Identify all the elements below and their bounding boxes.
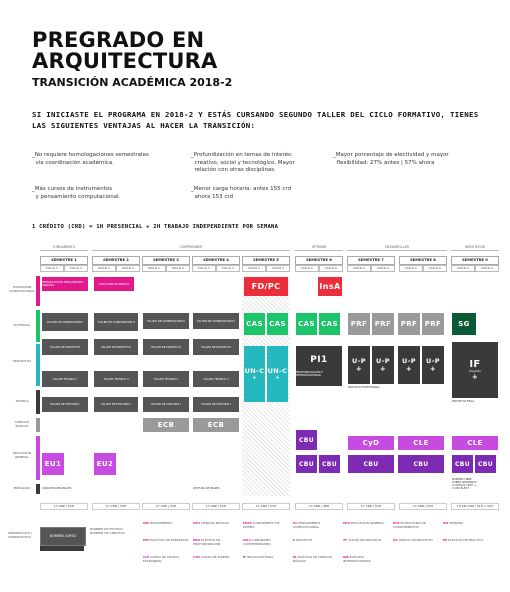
ciclo-cell: CICLO 1 [347, 265, 371, 272]
course-code: CBU [477, 460, 494, 468]
legend-item [243, 522, 291, 530]
course-box-cbu[interactable] [296, 430, 317, 450]
legend-item-code: EXP [143, 538, 150, 542]
course-box-unc[interactable] [244, 346, 265, 402]
legend-title [8, 531, 38, 539]
course-code: PRF [350, 320, 368, 328]
course-code: CBU [298, 436, 315, 444]
ciclo-cell: CICLO 1 [451, 265, 475, 272]
legend-item-label: UNIDAD DE PROYECTO [398, 538, 433, 542]
course-box-cbu[interactable] [348, 455, 394, 473]
ciclo-cell: CICLO 2 [371, 265, 395, 272]
legend-item-code: IF [243, 555, 247, 559]
legend-item-label: ELECTIVA DE CIENCIAS BÁSICAS [293, 555, 333, 563]
ciclo-cell: CICLO 2 [64, 265, 88, 272]
page-subtitle: TRANSICIÓN ACADÉMICA 2018-2 [32, 76, 233, 89]
course-label: TALLER DE COMPOSICIÓN II [97, 319, 135, 324]
legend-item-label: INTERNA [449, 521, 463, 525]
legend-course-bar [40, 546, 84, 551]
legend-item-label: ESTRUCTURA DE CONOCIMIENTOS [393, 521, 426, 529]
course-box-tecnico[interactable] [143, 371, 189, 387]
category-bar-teal [36, 344, 40, 386]
course-box-ecb[interactable] [143, 418, 189, 432]
group-header: COMPRENDER [92, 244, 290, 251]
semester-total: 17 CRD | 54H [92, 503, 140, 510]
ciclo-cell: CICLO 1 [142, 265, 166, 272]
course-box-tecnico[interactable] [193, 371, 239, 387]
semester-total: 17 CRD | 51H [40, 503, 88, 510]
legend-item-label: CIENCIAS BÁSICAS [200, 521, 229, 525]
legend-item [143, 556, 191, 564]
semester-total: 17 CRD | 51H [142, 503, 190, 510]
page-title [32, 30, 217, 72]
legend-item [293, 556, 341, 564]
legend-item [343, 539, 391, 543]
legend-item-code: PRO [193, 538, 201, 542]
course-box-taller-2[interactable] [94, 313, 138, 331]
course-code: CyD [362, 439, 380, 447]
course-code: CBU [298, 460, 315, 468]
legend-hint-credits: NÚMERO DE CRÉDITOS [90, 530, 125, 535]
ciclo-cell: CICLO 1 [242, 265, 266, 272]
course-code: CLE [413, 439, 429, 447]
course-box-up[interactable] [398, 346, 420, 384]
course-code: UN-C [267, 367, 288, 375]
advantage-1: _No requiere homologaciones semestrales vía coordinación académica. [32, 152, 149, 166]
course-code: EU2 [96, 460, 114, 468]
course-box-prf[interactable] [422, 313, 444, 335]
course-credits: + [405, 365, 413, 373]
group-header: IDENTIFICAR [451, 244, 499, 251]
course-code: UN-C [244, 367, 265, 375]
legend-item-code: CLE [143, 555, 150, 559]
ciclo-cell: CICLO 1 [399, 265, 423, 272]
semester-total: 17(18) CRD | 51H + 51H [451, 503, 499, 510]
legend-item [393, 539, 441, 543]
legend-item [293, 539, 341, 543]
course-label: TALLER DE PROYECTO [101, 344, 131, 349]
row-label: EDUCACIÓN GENERAL [12, 451, 32, 459]
course-box-cle[interactable] [452, 436, 498, 450]
ciclo-cell: CICLO 2 [116, 265, 140, 272]
legend-hint [90, 528, 130, 536]
course-code: InsA [319, 282, 341, 291]
legend-item [443, 539, 491, 543]
legend-label: PREREQUISITO | CORREQUISITO [8, 531, 33, 539]
course-box-fdpc[interactable] [244, 277, 288, 296]
course-code: IF [469, 359, 481, 370]
course-code: PRF [400, 320, 418, 328]
course-label: TALLER DE PROYECTO [50, 344, 80, 349]
intro-text: SI INICIASTE EL PROGRAMA EN 2018-2 Y ESTÁS CURSANDO SEGUNDO TALLER DEL CICLO FORMATIVO, TIENES LAS SIGUIENTES VENTAJAS AL HACER LA TRANSICIÓN: [32, 110, 479, 130]
course-box-historia[interactable] [42, 397, 88, 412]
course-code: PI1 [310, 355, 328, 365]
category-bar-dark [36, 484, 40, 494]
legend-item-code: UP [393, 538, 398, 542]
row-label: FORMACIÓN COMPUTACIONAL [9, 285, 35, 293]
course-label: TALLER DE HISTORIA I [201, 402, 231, 406]
ciclo-cell: CICLO 2 [423, 265, 447, 272]
course-box-computacional[interactable] [42, 277, 88, 291]
course-credits: + [379, 365, 387, 373]
legend-item-label: ELECTIVA DE EXPRESIÓN [150, 538, 188, 542]
course-box-sg[interactable] [452, 313, 476, 335]
legend-item [193, 556, 241, 560]
legend-item [343, 522, 391, 526]
course-box-ecb[interactable] [193, 418, 239, 432]
course-box-cbu[interactable] [319, 455, 340, 473]
course-code: CBU [363, 460, 379, 468]
legend-item-label: EDUCACIÓN GENERAL [350, 521, 385, 525]
course-box-proyecto[interactable] [94, 339, 138, 355]
course-credits: + [252, 375, 257, 381]
category-bar-magenta [36, 276, 40, 306]
course-code: CAS [246, 320, 263, 328]
advantage-5: _Mayor porcentaje de electividad y mayor flexibilidad: 27% antes | 57% ahora [333, 152, 449, 166]
course-label: PROFUNDIZACIÓN E INTERDISCIPLINAR [296, 370, 323, 377]
course-code: CAS [298, 320, 315, 328]
course-code: CBU [454, 460, 471, 468]
category-bar-gray [36, 418, 40, 432]
course-code: U-P [376, 357, 390, 365]
course-box-historia[interactable] [94, 397, 138, 412]
course-code: CAS [269, 320, 286, 328]
course-box-prf[interactable] [348, 313, 370, 335]
row-label: CIENCIAS BÁSICAS [14, 420, 30, 428]
course-code: U-P [402, 357, 416, 365]
course-box-tecnico-2[interactable] [94, 371, 138, 387]
group-header: DESARROLLAR [347, 244, 447, 251]
category-bar-violet [36, 436, 40, 480]
course-label: TALLER TÉCNICO II [103, 376, 129, 381]
course-code: CBU [321, 460, 338, 468]
legend-item-code: TF [343, 538, 348, 542]
course-label: INTRODUCCIÓN PENSAMIENTO ANÁLISIS [42, 280, 84, 287]
course-credits: + [429, 365, 437, 373]
course-label: TALLER DE HISTORIA I [101, 402, 131, 406]
course-code: U-P [352, 357, 366, 365]
course-code: EU1 [44, 460, 62, 468]
ciclo-cell: CICLO 1 [295, 265, 319, 272]
legend-item [243, 539, 291, 547]
course-code: U-P [426, 357, 440, 365]
course-box-eu2[interactable] [94, 453, 116, 475]
course-box-cle[interactable] [398, 436, 444, 450]
course-label: TALLER DE HISTORIA I [50, 402, 80, 406]
course-box-up[interactable] [348, 346, 370, 384]
semester-total: 17 CRD | 51H [192, 503, 240, 510]
category-bar-green [36, 310, 40, 342]
legend-item-code: P [293, 538, 296, 542]
course-label: TALLER DE PROYECTO [201, 344, 231, 349]
course-box-taller-3[interactable] [143, 313, 189, 329]
credit-note: 1 CRÉDITO (CRD) = 1H PRESENCIAL + 2H TRABAJO INDEPENDIENTE POR SEMANA [32, 224, 279, 230]
legend-item-code: CBU [193, 521, 200, 525]
ciclo-cell: CICLO 2 [216, 265, 240, 272]
course-box-up[interactable] [422, 346, 444, 384]
ciclo-cell: CICLO 1 [192, 265, 216, 272]
legend-course-name: NOMBRE CURSO [49, 534, 77, 538]
semester-header: SEMESTRE 1 [40, 256, 88, 265]
course-credits: + [275, 375, 280, 381]
legend-item-code: FDPC [243, 521, 252, 525]
course-code: ECB [157, 421, 175, 429]
course-code: FD/PC [251, 282, 281, 291]
legend-item-label: TALLER DE PROYECTO [348, 538, 382, 542]
advantage-2: _Más cursos de instrumentos y pensamiento computacional. [32, 186, 121, 200]
legend-item-label: PENSAMIENTO COMPUTACIONAL [293, 521, 321, 529]
legend-item-code: INT [443, 521, 449, 525]
course-code: SG [458, 320, 470, 328]
ciclo-cell: CICLO 2 [475, 265, 499, 272]
course-label: TALLER DE HISTORIA I [151, 402, 181, 406]
course-box-cbu[interactable] [296, 455, 317, 473]
course-box-proyecto[interactable] [193, 339, 239, 355]
course-credits: + [355, 365, 363, 373]
legend-item-label: ELECTIVA DE PROFUNDIZACIÓN [193, 538, 221, 546]
legend-item-code: ECB [393, 521, 400, 525]
legend-item [293, 522, 341, 530]
course-box-cas[interactable] [267, 313, 288, 335]
course-code: CBU [413, 460, 429, 468]
capacitacion-label: CAPACITACIÓN INGLÉS [42, 487, 72, 490]
semester-header: SEMESTRE 5 [242, 256, 290, 265]
group-header: FUNDAMENTO [40, 244, 88, 251]
course-box-taller-1[interactable] [42, 313, 88, 331]
course-label: TALLER DE COMPOSICIÓN IV [196, 318, 236, 323]
semester-header: SEMESTRE 6 [295, 256, 343, 265]
course-box-proyecto[interactable] [42, 339, 88, 355]
course-box-medios[interactable] [94, 277, 134, 291]
legend-item [143, 539, 191, 543]
course-code: CLE [467, 439, 483, 447]
legend-hint-course: NOMBRE DE ESTUDIO [90, 527, 123, 531]
row-label: POTENCIAL [13, 323, 31, 327]
legend-item-label: INSTRUMENTO [149, 521, 172, 525]
course-credits: + [471, 373, 479, 381]
course-box-cas[interactable] [319, 313, 340, 335]
advantage-4: _Menor carga horaria: antes 155 crd ahora 153 crd [191, 186, 292, 200]
course-box-proyecto[interactable] [143, 339, 189, 355]
course-box-unc[interactable] [267, 346, 288, 402]
semester-total: 17 CRD | 51H [242, 503, 290, 510]
row-label: PREGRADO [13, 486, 31, 490]
legend-item-code: CYD [193, 555, 200, 559]
course-box-historia[interactable] [193, 397, 239, 412]
legend-item-code: EL [293, 555, 297, 559]
legend-item-code: INS [143, 521, 149, 525]
course-box-if[interactable] [452, 342, 498, 398]
course-code: PRF [424, 320, 442, 328]
ciclo-cell: CICLO 2 [266, 265, 290, 272]
legend-item [193, 522, 241, 526]
legend-item-label: INICIACIÓN FINAL [247, 555, 274, 559]
legend-item-code: PC [293, 521, 298, 525]
legend-item [193, 539, 241, 547]
course-code: ECB [207, 421, 225, 429]
legend-item-code: INS [343, 555, 349, 559]
legend-item [343, 556, 391, 564]
legend-item [393, 522, 441, 530]
course-code: PRF [374, 320, 392, 328]
course-box-eu1[interactable] [42, 453, 64, 475]
course-label: ELECCIÓN DE MEDIOS [99, 281, 129, 286]
course-label: TALLER DE PROYECTO [151, 344, 181, 349]
legend-item [443, 522, 491, 526]
legend-item-label: ELECTIVA DE PRÁCTICA [448, 538, 484, 542]
course-box-pi1[interactable] [296, 346, 342, 386]
semester-header: SEMESTRE 9 [451, 256, 499, 265]
legend-item-label: URBANISMO CONTEMPORÁNEO [243, 538, 271, 546]
legend-item-code: UN-C [243, 538, 252, 542]
legend-item-label: ELECTIVA INTERDISCIPLINAR [343, 555, 371, 563]
lectura-label: LECTURA DE INGLÉS [193, 487, 220, 490]
semester-header: SEMESTRE 2 [92, 256, 140, 265]
title-line-2: ARQUITECTURA [32, 49, 218, 73]
legend-item-code: EDU [343, 521, 350, 525]
course-box-insa[interactable] [318, 277, 342, 296]
advantage-3: _Profundización en temas de interés: creativo, social y tecnológico. Mayor relación con otras disciplinas. [191, 152, 295, 174]
legend-item-label: CURSO DE LENGUA EXTRANJERA [143, 555, 180, 563]
course-box-cbu[interactable] [452, 455, 473, 473]
course-label: TALLER DE COMPOSICIÓN III [147, 318, 185, 323]
course-box-up[interactable] [372, 346, 394, 384]
ciclo-cell: CICLO 1 [40, 265, 64, 272]
semester-header: SEMESTRE 7 [347, 256, 395, 265]
course-label: TALLER TÉCNICO I [153, 376, 179, 381]
final-project-label: PROYECTO FINAL [452, 400, 475, 403]
course-label: TALLER TÉCNICO II [203, 376, 229, 381]
course-box-cbu[interactable] [398, 455, 444, 473]
semester-total: 17 CRD | 48H [295, 503, 343, 510]
legend-item [243, 556, 291, 560]
legend-item-label: PROYECTO [296, 538, 313, 542]
course-box-historia[interactable] [143, 397, 189, 412]
semester-total: 17 CRD | 51H [347, 503, 395, 510]
semester-total: 17 CRD | 51H [399, 503, 447, 510]
course-box-tecnico-1[interactable] [42, 371, 88, 387]
course-code: CAS [321, 320, 338, 328]
legend-item-label: FUNDAMENTO DE DISEÑO [243, 521, 280, 529]
course-box-prf[interactable] [372, 313, 394, 335]
course-box-prf[interactable] [398, 313, 420, 335]
semester-header: SEMESTRE 8 [399, 256, 447, 265]
group-header: OPTIMAR [295, 244, 343, 251]
ciclo-cell: CICLO 2 [319, 265, 343, 272]
legend-item-code: EP [443, 538, 448, 542]
semester-header: SEMESTRE 3 [142, 256, 190, 265]
row-label: PROYECTOS [12, 359, 31, 363]
course-box-cbu[interactable] [475, 455, 496, 473]
course-label: TALLER DE COMPOSICIÓN I [46, 319, 84, 324]
course-label: Proyecto [469, 369, 481, 373]
course-box-taller-4[interactable] [193, 313, 239, 329]
right-note: NÚMERO LIBRE HABER APROBADO 2 CURSOS TECH + 2 CBU ELECT. [452, 478, 477, 491]
title-line-1: PREGRADO EN [32, 28, 205, 52]
course-box-cyd[interactable] [348, 436, 394, 450]
course-box-cas[interactable] [296, 313, 317, 335]
category-bar-dark [36, 390, 40, 414]
row-label: TÉCNICA [15, 399, 29, 403]
legend-item [143, 522, 191, 526]
ciclo-cell: CICLO 2 [166, 265, 190, 272]
legend-item-label: CURSO DE DISEÑO [200, 555, 230, 559]
course-label: TALLER TÉCNICO I [52, 376, 78, 381]
practice-label: PRÁCTICA PROFESIONAL [348, 386, 380, 389]
legend-course-box [40, 527, 86, 546]
course-box-cas[interactable] [244, 313, 265, 335]
semester-header: SEMESTRE 4 [192, 256, 240, 265]
ciclo-cell: CICLO 1 [92, 265, 116, 272]
